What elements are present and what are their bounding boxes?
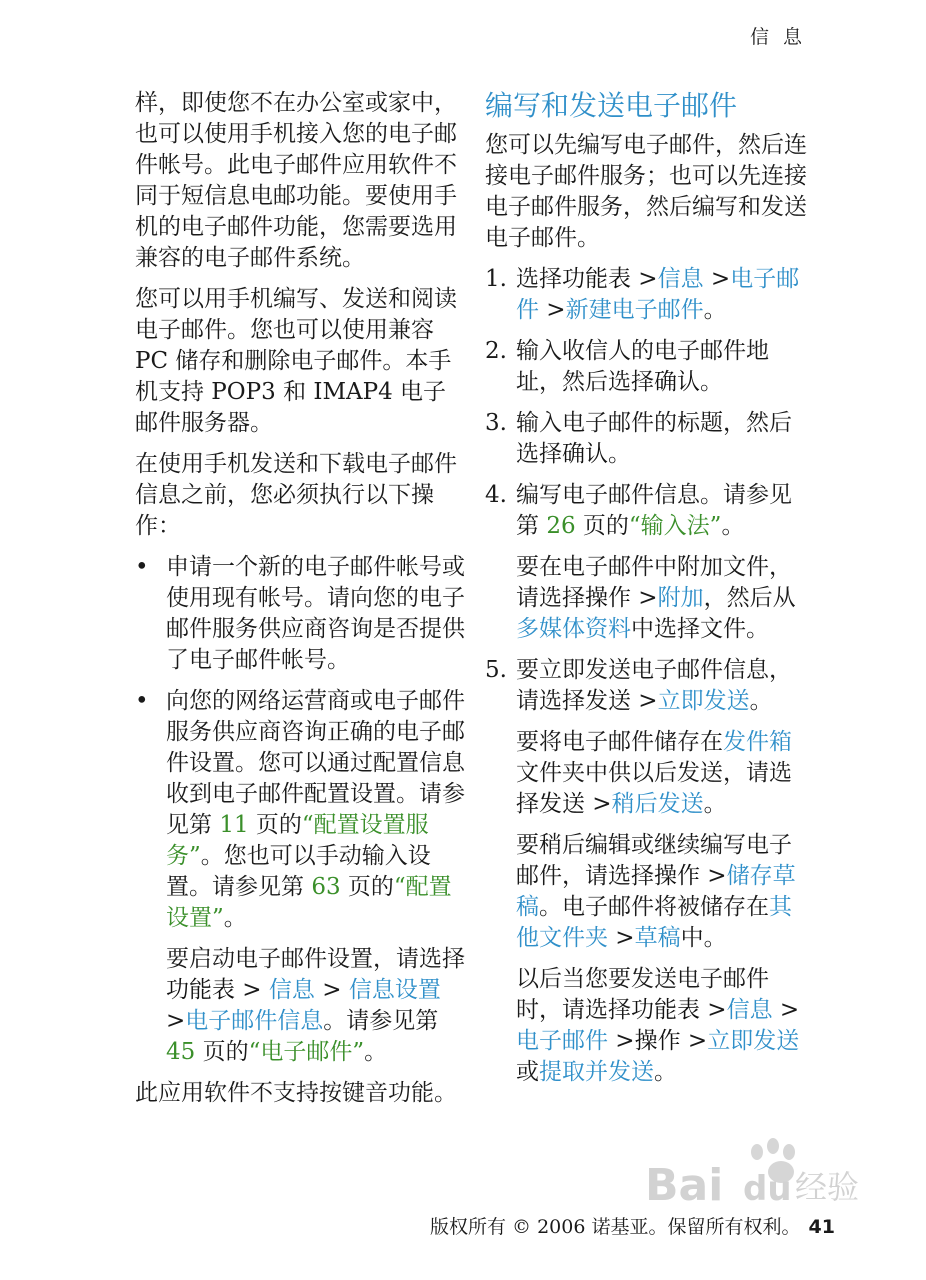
step-number: 5. (485, 657, 507, 683)
paragraph: 在使用手机发送和下载电子邮件信息之前，您必须执行以下操作： (135, 451, 457, 539)
menu-keyword: 确认 (562, 441, 608, 467)
menu-path-link[interactable]: 新建电子邮件 (565, 297, 704, 323)
menu-keyword: 操作 (634, 1028, 681, 1054)
menu-keyword: 功能表 (631, 997, 700, 1023)
bullet-icon: • (135, 554, 149, 580)
left-column (135, 88, 465, 1119)
section-title: 编写和发送电子邮件 (485, 89, 738, 122)
cross-reference-link[interactable]: “配置设置服务” (166, 812, 429, 869)
list-item (135, 686, 465, 1068)
menu-path-link[interactable]: 电子邮件信息 (185, 1008, 324, 1034)
paragraph: 您可以先编写电子邮件，然后连接电子邮件服务；也可以先连接电子邮件服务，然后编写和发送电子邮件。 (485, 132, 807, 251)
menu-path-link[interactable]: 电子邮件 (516, 266, 800, 323)
page-footer (430, 1212, 835, 1239)
menu-keyword: 发送 (539, 791, 585, 817)
bullet-icon: • (135, 688, 149, 714)
sub-paragraph: 要启动电子邮件设置，请选择功能表 > 信息 > 信息设置 >电子邮件信息。请参见第 45 页的“电子邮件”。 (166, 946, 465, 1065)
menu-path-link[interactable]: 储存草稿 (516, 863, 796, 920)
list-item-text: 向您的网络运营商或电子邮件服务供应商咨询正确的电子邮件设置。您可以通过配置信息收到电子邮件配置设置。请参见第 11 页的“配置设置服务”。您也可以手动输入设置。请参见第 63 页的“配置设置”。 (166, 688, 465, 931)
paragraph: 此应用软件不支持按键音功能。 (135, 1080, 457, 1106)
svg-text:经验: 经验 (795, 1168, 860, 1206)
menu-path-link[interactable]: 多媒体资料 (516, 616, 631, 642)
cross-reference-link[interactable]: “电子邮件” (248, 1039, 365, 1065)
page-reference[interactable]: 45 (166, 1039, 196, 1065)
paragraph: 样，即使您不在办公室或家中，也可以使用手机接入您的电子邮件帐号。此电子邮件应用软件不同于短信息电邮功能。要使用手机的电子邮件功能，您需要选用兼容的电子邮件系统。 (135, 90, 457, 271)
menu-keyword: 操作 (585, 585, 631, 611)
menu-keyword: 发送 (585, 688, 631, 714)
menu-path-link[interactable]: 发件箱 (723, 729, 792, 755)
cross-reference-link[interactable]: “输入法” (628, 513, 722, 539)
menu-keyword: 功能表 (166, 977, 235, 1003)
menu-path-link[interactable]: 电子邮件 (516, 1028, 608, 1054)
menu-path-link[interactable]: 信息 (726, 997, 773, 1023)
page-reference[interactable]: 11 (219, 812, 249, 838)
list-item (135, 552, 465, 676)
menu-path-link[interactable]: 附加 (657, 585, 704, 611)
step-number: 3. (485, 410, 507, 436)
menu-path-link[interactable]: 立即发送 (707, 1028, 800, 1054)
page-reference[interactable]: 26 (546, 513, 576, 539)
sub-paragraph: 以后当您要发送电子邮件时，请选择功能表 >信息 >电子邮件 >操作 >立即发送或提取并发送。 (516, 966, 800, 1085)
menu-path-link[interactable]: 信息 (268, 977, 315, 1003)
menu-path-link[interactable]: 稍后发送 (611, 791, 704, 817)
menu-path-link[interactable]: 信息设置 (348, 977, 441, 1003)
menu-path-link[interactable]: 草稿 (634, 925, 681, 951)
copyright-text: 版权所有 © 2006 诺基亚。保留所有权利。 (430, 1216, 801, 1238)
menu-keyword: 确认 (654, 369, 700, 395)
step-item: 4. 编写电子邮件信息。请参见第 26 页的“输入法”。 要在电子邮件中附加文件，请选择操作 >附加，然后从多媒体资料中选择文件。 (485, 480, 813, 645)
step-number: 2. (485, 338, 507, 364)
section-header: 信 息 (749, 26, 806, 48)
step-item: 3. 输入电子邮件的标题，然后选择确认。 (485, 410, 792, 467)
step-number: 1. (485, 266, 507, 292)
sub-paragraph: 要稍后编辑或继续编写电子邮件，请选择操作 >储存草稿。电子邮件将被储存在其他文件夹 >草稿中。 (516, 832, 796, 951)
steps-list (485, 264, 813, 1088)
svg-text:du: du (743, 1169, 792, 1209)
menu-path-link[interactable]: 信息 (657, 266, 704, 292)
right-column (485, 88, 813, 1098)
menu-path-link[interactable]: 提取并发送 (539, 1059, 654, 1085)
step-number: 4. (485, 482, 507, 508)
paragraph: 您可以用手机编写、发送和阅读电子邮件。您也可以使用兼容 PC 储存和删除电子邮件。本手机支持 POP3 和 IMAP4 电子邮件服务器。 (135, 286, 457, 436)
menu-path-link[interactable]: 其他文件夹 (516, 894, 792, 951)
menu-keyword: 操作 (654, 863, 700, 889)
sub-paragraph: 要在电子邮件中附加文件，请选择操作 >附加，然后从多媒体资料中选择文件。 (516, 554, 796, 642)
step-item: 2. 输入收信人的电子邮件地址，然后选择确认。 (485, 338, 769, 395)
svg-text:Bai: Bai (645, 1160, 724, 1211)
page-reference[interactable]: 63 (311, 874, 341, 900)
menu-path-link[interactable]: 立即发送 (657, 688, 750, 714)
cross-reference-link[interactable]: “配置设置” (166, 874, 452, 931)
list-item-text: 申请一个新的电子邮件帐号或使用现有帐号。请向您的电子邮件服务供应商咨询是否提供了电子邮件帐号。 (166, 554, 465, 673)
sub-paragraph: 要将电子邮件储存在发件箱文件夹中供以后发送，请选择发送 >稍后发送。 (516, 729, 792, 817)
step-item: 5. 要立即发送电子邮件信息，请选择发送 >立即发送。 要将电子邮件储存在发件箱文件夹中供以后发送，请选择发送 >稍后发送。 要稍后编辑或继续编写电子邮件，请选择操作 >储存草稿。电子邮件将被储存在其他文件夹 >草稿中。 以后当您要发送电子邮件时，请选择功能表 >信息 >电子邮件 >操作 >立即发送或提取并发送。 (485, 655, 813, 1088)
page-number: 41 (808, 1216, 835, 1238)
menu-keyword: 功能表 (562, 266, 631, 292)
requirements-list (135, 552, 465, 1068)
step-item: 1. 选择功能表 >信息 >电子邮件 >新建电子邮件。 (485, 266, 800, 323)
